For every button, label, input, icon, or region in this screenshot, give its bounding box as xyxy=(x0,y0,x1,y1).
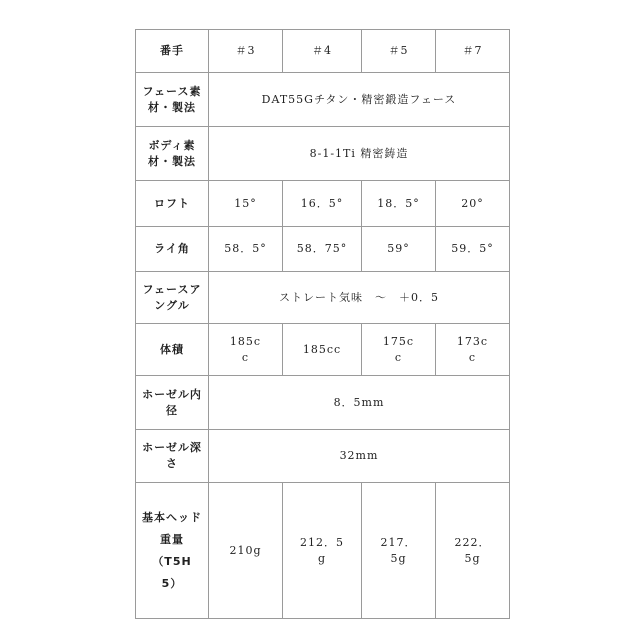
cell-club-7: 222． 5g xyxy=(436,483,510,619)
cell-club-4: 58．75° xyxy=(283,227,362,272)
row-label: ホーゼル内 径 xyxy=(136,376,209,430)
cell-club-3: 210g xyxy=(209,483,283,619)
cell-club-3: 58．5° xyxy=(209,227,283,272)
row-label: 体積 xyxy=(136,324,209,376)
row-label: ライ角 xyxy=(136,227,209,272)
cell-club-5: 59° xyxy=(362,227,436,272)
table-row-loft xyxy=(136,181,510,227)
row-value: 32mm xyxy=(209,430,510,483)
row-value: DAT55Gチタン・精密鍛造フェース xyxy=(209,73,510,127)
cell-club-3: 185c c xyxy=(209,324,283,376)
row-label: ボディ素 材・製法 xyxy=(136,127,209,181)
table-row-hosel-depth xyxy=(136,430,510,483)
row-label: ロフト xyxy=(136,181,209,227)
cell-club-4: 16．5° xyxy=(283,181,362,227)
header-club-4: ＃4 xyxy=(283,30,362,73)
cell-club-3: 15° xyxy=(209,181,283,227)
header-label: 番手 xyxy=(136,30,209,73)
table-row-face-material xyxy=(136,73,510,127)
table-row-hosel-diameter xyxy=(136,376,510,430)
table-row-head-weight xyxy=(136,483,510,619)
row-value: 8．5mm xyxy=(209,376,510,430)
spec-table xyxy=(135,29,510,619)
cell-club-5: 18．5° xyxy=(362,181,436,227)
cell-club-5: 175c c xyxy=(362,324,436,376)
row-label: フェース素 材・製法 xyxy=(136,73,209,127)
row-label: フェースア ングル xyxy=(136,272,209,324)
table-row-lie xyxy=(136,227,510,272)
row-value: ストレート気味 ～ ＋0．5 xyxy=(209,272,510,324)
table-row-face-angle xyxy=(136,272,510,324)
header-club-5: ＃5 xyxy=(362,30,436,73)
header-row xyxy=(136,30,510,73)
table-row-volume xyxy=(136,324,510,376)
cell-club-5: 217． 5g xyxy=(362,483,436,619)
header-club-3: ＃3 xyxy=(209,30,283,73)
header-club-7: ＃7 xyxy=(436,30,510,73)
row-value: 8-1-1Ti 精密鋳造 xyxy=(209,127,510,181)
cell-club-4: 185cc xyxy=(283,324,362,376)
row-label: 基本ヘッド 重量 （T5H 5） xyxy=(136,483,209,619)
table-row-body-material xyxy=(136,127,510,181)
cell-club-4: 212．5 g xyxy=(283,483,362,619)
cell-club-7: 20° xyxy=(436,181,510,227)
row-label: ホーゼル深 さ xyxy=(136,430,209,483)
cell-club-7: 59．5° xyxy=(436,227,510,272)
cell-club-7: 173c c xyxy=(436,324,510,376)
